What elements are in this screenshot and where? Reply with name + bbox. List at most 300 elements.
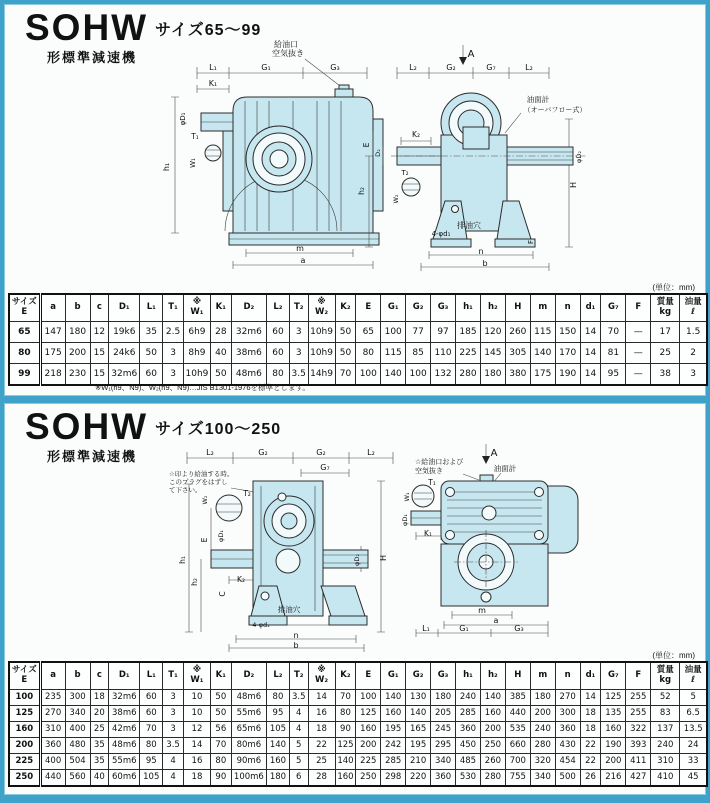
value-cell: 22 [308, 738, 335, 754]
table-row [9, 322, 707, 343]
value-cell: 140 [406, 706, 431, 722]
value-cell: 340 [65, 706, 90, 722]
value-cell: 14 [183, 738, 210, 754]
value-cell: 160 [356, 722, 381, 738]
dimension-label: h₁ [162, 162, 171, 172]
value-cell: 305 [505, 343, 530, 364]
value-cell: 100m6 [231, 770, 266, 787]
column-header: a [40, 294, 65, 322]
value-cell: 14 [580, 690, 601, 706]
value-cell: 755 [505, 770, 530, 787]
value-cell: 480 [65, 738, 90, 754]
column-header: D₂ [231, 294, 266, 322]
series-subtitle: 形標準減速機 [47, 50, 138, 65]
value-cell: 160 [335, 770, 356, 787]
column-header: G₂ [406, 294, 431, 322]
dimension-label: L₁ [209, 63, 217, 72]
value-cell: 38 [651, 364, 680, 386]
column-header: T₂ [289, 294, 308, 322]
value-cell: 218 [40, 364, 65, 386]
dimension-label: L₂ [409, 63, 417, 72]
value-cell: 60 [140, 706, 163, 722]
value-cell: 200 [480, 722, 505, 738]
value-cell: 190 [601, 738, 626, 754]
value-cell: 485 [456, 754, 481, 770]
value-cell: 410 [651, 770, 680, 787]
dimension-label: a [300, 256, 306, 265]
table-row [9, 706, 707, 722]
size-cell: 200 [9, 738, 40, 754]
value-cell: 10h9 [183, 364, 210, 386]
dimension-label: H [569, 181, 578, 189]
dimension-label: T₂ [243, 489, 251, 498]
dimension-label: L₂ [367, 448, 375, 457]
column-header: ※ W₁ [183, 294, 210, 322]
value-cell: 60m6 [109, 770, 140, 787]
dimension-label: φD₂ [353, 554, 361, 566]
value-cell: 180 [65, 322, 90, 343]
value-cell: 393 [626, 738, 651, 754]
value-cell: 255 [626, 690, 651, 706]
dimension-label: φD₁ [179, 112, 187, 126]
value-cell: 28 [308, 770, 335, 787]
value-cell: 150 [555, 322, 580, 343]
value-cell: 240 [530, 722, 555, 738]
value-cell: 454 [555, 754, 580, 770]
value-cell: 180 [480, 364, 505, 386]
value-cell: 28 [210, 322, 231, 343]
value-cell: 35 [90, 738, 109, 754]
value-cell: 17 [651, 322, 680, 343]
dimension-label: H [379, 554, 388, 562]
value-cell: 14 [580, 364, 601, 386]
value-cell: 235 [40, 690, 65, 706]
dimension-label: K₂ [412, 130, 420, 139]
value-cell: 90m6 [231, 754, 266, 770]
table-row [9, 343, 707, 364]
value-cell: 295 [431, 738, 456, 754]
value-cell: 4 [163, 754, 184, 770]
value-cell: 65 [356, 322, 381, 343]
value-cell: 135 [601, 706, 626, 722]
value-cell: 33 [680, 754, 707, 770]
dimension-label: m [296, 244, 304, 253]
value-cell: 200 [601, 754, 626, 770]
dimension-label: a [493, 616, 499, 625]
size-cell: 65 [9, 322, 40, 343]
value-cell: 205 [431, 706, 456, 722]
value-cell: 105 [267, 722, 290, 738]
value-cell: 35 [140, 322, 163, 343]
value-cell: 140 [530, 343, 555, 364]
value-cell: 270 [555, 690, 580, 706]
dimension-label: A [467, 49, 475, 60]
value-cell: 180 [530, 690, 555, 706]
column-header: E [356, 662, 381, 690]
dimension-label: A [490, 448, 498, 459]
dimension-label: G₁ [261, 63, 271, 72]
dimension-label: G₁ [459, 624, 469, 633]
dimension-label: G₇ [486, 63, 496, 72]
value-cell: 132 [431, 364, 456, 386]
series-title: SOHW [25, 7, 149, 48]
value-cell: 440 [40, 770, 65, 787]
top-view-drawing [401, 436, 651, 654]
value-cell: 260 [505, 322, 530, 343]
column-header: m [530, 294, 555, 322]
value-cell: 18 [580, 706, 601, 722]
column-header: サイズ E [9, 294, 40, 322]
dimension-label: このプラグをはずし [169, 478, 228, 486]
value-cell: 500 [555, 770, 580, 787]
value-cell: 70 [210, 738, 231, 754]
value-cell: 360 [431, 770, 456, 787]
value-cell: 2.5 [163, 322, 184, 343]
value-cell: 195 [381, 722, 406, 738]
value-cell: 13.5 [680, 722, 707, 738]
column-header: d₁ [580, 662, 601, 690]
value-cell: 6h9 [183, 322, 210, 343]
dimension-label: G₇ [320, 463, 330, 472]
size-cell: 80 [9, 343, 40, 364]
value-cell: 48m6 [109, 738, 140, 754]
dimension-label: h₂ [357, 187, 366, 195]
panel-sohw-65-99 [4, 4, 706, 396]
value-cell: 50 [210, 690, 231, 706]
value-cell: 360 [555, 722, 580, 738]
dimension-label: G₃ [330, 63, 340, 72]
value-cell: 115 [530, 322, 555, 343]
dimension-label: 空気抜き [415, 467, 443, 475]
value-cell: 700 [505, 754, 530, 770]
dimension-label: h₂ [190, 578, 199, 586]
value-cell: 100 [406, 364, 431, 386]
size-cell: 99 [9, 364, 40, 386]
value-cell: 52 [651, 690, 680, 706]
column-header: H [505, 294, 530, 322]
value-cell: 280 [530, 738, 555, 754]
value-cell: 190 [555, 364, 580, 386]
dimension-label: K₂ [237, 575, 245, 584]
value-cell: 285 [381, 754, 406, 770]
value-cell: 165 [406, 722, 431, 738]
column-header: m [530, 662, 555, 690]
column-header: h₂ [480, 662, 505, 690]
value-cell: 200 [65, 343, 90, 364]
dimension-label: G₂ [316, 448, 326, 457]
dimension-label: ☆印より給油する時。 [169, 470, 234, 478]
value-cell: 105 [140, 770, 163, 787]
column-header: K₂ [335, 662, 356, 690]
dimension-label: （オーバフロー式） [523, 106, 587, 114]
value-cell: 95 [601, 364, 626, 386]
column-header: h₁ [456, 294, 481, 322]
value-cell: 22 [580, 738, 601, 754]
value-cell: 195 [406, 738, 431, 754]
value-cell: 200 [530, 706, 555, 722]
column-header: K₁ [210, 662, 231, 690]
value-cell: 255 [626, 706, 651, 722]
value-cell: 242 [381, 738, 406, 754]
value-cell: 16 [183, 754, 210, 770]
series-title: SOHW [25, 406, 149, 447]
column-header: T₂ [289, 662, 308, 690]
size-range: サイズ100〜250 [155, 421, 282, 438]
value-cell: 140 [381, 364, 406, 386]
value-cell: 180 [431, 690, 456, 706]
column-header: F [626, 662, 651, 690]
value-cell: 225 [456, 343, 481, 364]
value-cell: 427 [626, 770, 651, 787]
column-header: D₂ [231, 662, 266, 690]
column-header: G₁ [381, 294, 406, 322]
value-cell: 85 [406, 343, 431, 364]
value-cell: 130 [406, 690, 431, 706]
column-header: 質量 kg [651, 662, 680, 690]
value-cell: 170 [555, 343, 580, 364]
value-cell: 560 [65, 770, 90, 787]
value-cell: 81 [601, 343, 626, 364]
dimension-label: φD₁ [401, 514, 409, 526]
value-cell: 20 [90, 706, 109, 722]
value-cell: 50 [140, 343, 163, 364]
value-cell: 32m6 [109, 364, 140, 386]
column-header: E [356, 294, 381, 322]
dimension-label: E [200, 537, 209, 543]
size-cell: 160 [9, 722, 40, 738]
size-cell: 250 [9, 770, 40, 787]
value-cell: 160 [267, 754, 290, 770]
value-cell: 250 [356, 770, 381, 787]
column-header: 油量 ℓ [680, 294, 707, 322]
size-range: サイズ65〜99 [155, 22, 262, 39]
value-cell: 18 [90, 690, 109, 706]
value-cell: 14 [580, 343, 601, 364]
column-header: G₃ [431, 294, 456, 322]
dimension-label: 空気抜き [272, 49, 304, 58]
value-cell: 5 [289, 754, 308, 770]
dimension-label: 油面計 [493, 464, 517, 473]
value-cell: 24 [680, 738, 707, 754]
value-cell: 50 [210, 364, 231, 386]
dimension-label: h₁ [178, 556, 187, 564]
value-cell: 3 [680, 364, 707, 386]
value-cell: 280 [456, 364, 481, 386]
value-cell: 340 [431, 754, 456, 770]
value-cell: 38m6 [231, 343, 266, 364]
value-cell: 48m6 [231, 690, 266, 706]
value-cell: 26 [580, 770, 601, 787]
value-cell: 385 [505, 690, 530, 706]
column-header: D₁ [109, 294, 140, 322]
column-header: ※ W₂ [308, 662, 335, 690]
dimension-label: φD₂ [575, 151, 583, 163]
value-cell: 322 [626, 722, 651, 738]
dimension-label: L₂ [525, 63, 533, 72]
front-view-drawing [155, 35, 385, 285]
size-cell: 225 [9, 754, 40, 770]
value-cell: 3 [289, 322, 308, 343]
value-cell: 60 [267, 343, 290, 364]
value-cell: 12 [90, 322, 109, 343]
value-cell: 14 [580, 322, 601, 343]
value-cell: 140 [335, 754, 356, 770]
value-cell: 77 [406, 322, 431, 343]
dimension-label: K₁ [424, 529, 432, 538]
value-cell: 8h9 [183, 343, 210, 364]
series-subtitle: 形標準減速機 [47, 449, 138, 464]
value-cell: 80 [210, 754, 231, 770]
value-cell: 40 [210, 343, 231, 364]
value-cell: 310 [40, 722, 65, 738]
value-cell: 10h9 [308, 322, 335, 343]
value-cell: 3 [163, 343, 184, 364]
dimension-label: W₁ [189, 158, 197, 168]
side-view-drawing [355, 35, 615, 285]
dimension-label: b [482, 259, 488, 268]
value-cell: 80m6 [231, 738, 266, 754]
value-cell: 298 [381, 770, 406, 787]
value-cell: 4 [289, 706, 308, 722]
value-cell: 147 [40, 322, 65, 343]
dimension-label: T₂ [401, 169, 409, 177]
dimension-label: m [478, 606, 486, 615]
value-cell: 14h9 [308, 364, 335, 386]
column-header: 油量 ℓ [680, 662, 707, 690]
dimension-table-100-250 [8, 661, 708, 787]
column-header: L₂ [267, 662, 290, 690]
column-header: h₂ [480, 294, 505, 322]
value-cell: 22 [580, 754, 601, 770]
column-header: n [555, 294, 580, 322]
value-cell: 14 [308, 690, 335, 706]
value-cell: 175 [530, 364, 555, 386]
value-cell: 180 [267, 770, 290, 787]
column-header: 質量 kg [651, 294, 680, 322]
value-cell: 210 [406, 754, 431, 770]
value-cell: 100 [356, 364, 381, 386]
value-cell: 6.5 [680, 706, 707, 722]
column-header: b [65, 662, 90, 690]
value-cell: 80 [140, 738, 163, 754]
column-header: h₁ [456, 662, 481, 690]
value-cell: 35 [90, 754, 109, 770]
dimension-label: F [527, 239, 535, 245]
value-cell: 16 [308, 706, 335, 722]
dimension-label: W₂ [201, 495, 209, 505]
value-cell: 160 [381, 706, 406, 722]
value-cell: 55m6 [231, 706, 266, 722]
value-cell: 90 [335, 722, 356, 738]
value-cell: 3.5 [163, 738, 184, 754]
dimension-label: K₁ [208, 79, 218, 88]
value-cell: 5 [289, 738, 308, 754]
value-cell: 245 [431, 722, 456, 738]
value-cell: 3.5 [289, 690, 308, 706]
value-cell: 95 [267, 706, 290, 722]
value-cell: 83 [651, 706, 680, 722]
dimension-label: n [478, 247, 484, 256]
value-cell: 660 [505, 738, 530, 754]
value-cell: 140 [480, 690, 505, 706]
column-header: F [626, 294, 651, 322]
value-cell: — [626, 364, 651, 386]
value-cell: 19k6 [109, 322, 140, 343]
value-cell: 65m6 [231, 722, 266, 738]
size-cell: 100 [9, 690, 40, 706]
value-cell: 3 [163, 690, 184, 706]
value-cell: 140 [381, 690, 406, 706]
dimension-label: φD₁ [217, 530, 225, 542]
value-cell: 15 [90, 364, 109, 386]
value-cell: 100 [381, 322, 406, 343]
value-cell: 430 [555, 738, 580, 754]
units-label: (単位：mm) [652, 651, 695, 660]
table-row [9, 690, 707, 706]
value-cell: 340 [530, 770, 555, 787]
value-cell: 535 [505, 722, 530, 738]
value-cell: 10 [183, 690, 210, 706]
panel-sohw-100-250 [4, 403, 706, 795]
dimension-label: 給油口 [274, 40, 298, 49]
dimension-label: T₁ [428, 478, 436, 487]
dimension-label: 4-φd₁ [431, 230, 451, 238]
value-cell: 2 [680, 343, 707, 364]
value-cell: 1.5 [680, 322, 707, 343]
side-view-drawing [165, 436, 400, 654]
value-cell: 60 [140, 690, 163, 706]
value-cell: 24k6 [109, 343, 140, 364]
value-cell: 3 [163, 722, 184, 738]
value-cell: 100 [356, 690, 381, 706]
value-cell: 95 [140, 754, 163, 770]
value-cell: 220 [406, 770, 431, 787]
column-header: n [555, 662, 580, 690]
value-cell: 50 [335, 343, 356, 364]
value-cell: 440 [505, 706, 530, 722]
value-cell: 25 [651, 343, 680, 364]
dimension-label: T₁ [191, 132, 199, 141]
value-cell: 55m6 [109, 754, 140, 770]
value-cell: 32m6 [109, 690, 140, 706]
value-cell: — [626, 322, 651, 343]
dimension-label: W₁ [403, 492, 411, 502]
size-cell: 125 [9, 706, 40, 722]
value-cell: 50 [210, 706, 231, 722]
value-cell: 280 [480, 770, 505, 787]
value-cell: 70 [140, 722, 163, 738]
value-cell: 160 [480, 706, 505, 722]
value-cell: 80 [267, 364, 290, 386]
value-cell: 10 [183, 706, 210, 722]
value-cell: 240 [651, 738, 680, 754]
column-header: c [90, 294, 109, 322]
dimension-label: ☆給油口および [415, 458, 464, 466]
value-cell: 18 [308, 722, 335, 738]
column-header: c [90, 662, 109, 690]
value-cell: 80 [335, 706, 356, 722]
value-cell: 80 [267, 690, 290, 706]
dimension-label: G₂ [258, 448, 268, 457]
column-header: d₁ [580, 294, 601, 322]
value-cell: 250 [480, 738, 505, 754]
column-header: G₁ [381, 662, 406, 690]
value-cell: 70 [335, 364, 356, 386]
value-cell: 115 [381, 343, 406, 364]
value-cell: 411 [626, 754, 651, 770]
column-header: L₂ [267, 294, 290, 322]
value-cell: 137 [651, 722, 680, 738]
